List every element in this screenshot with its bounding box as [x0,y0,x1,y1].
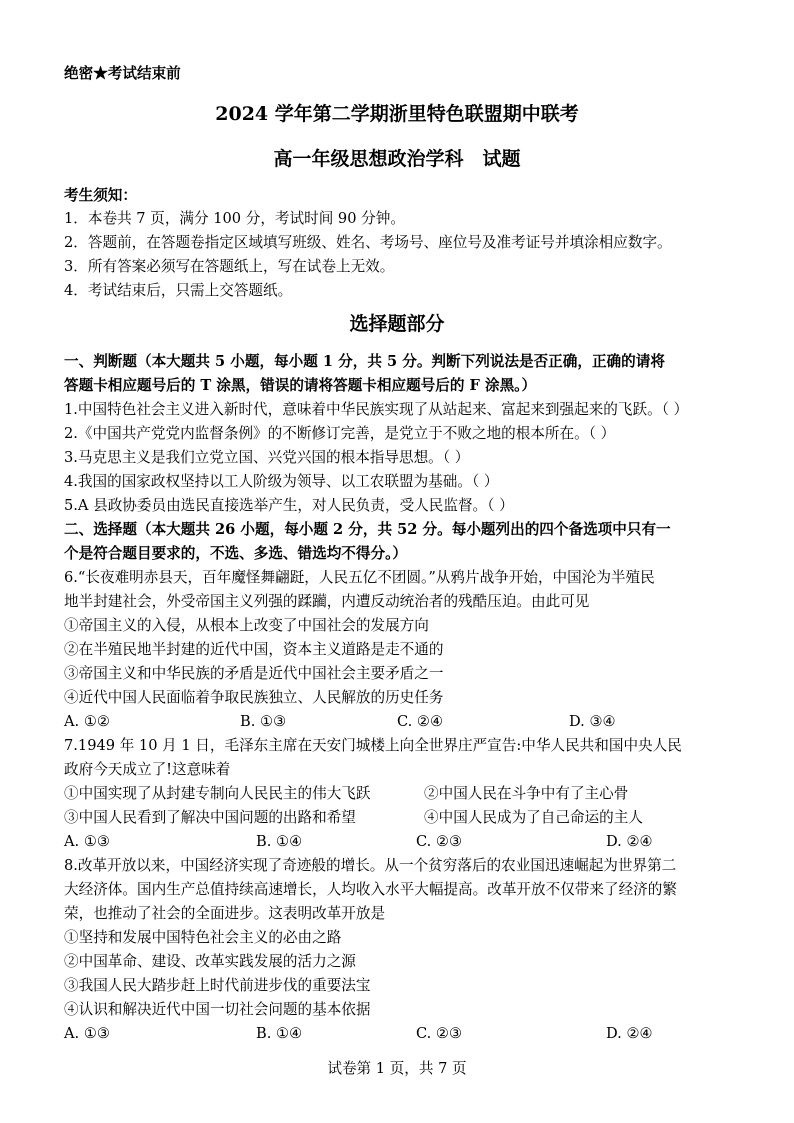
judgement-item: 1.中国特色社会主义进入新时代，意味着中华民族实现了从站起来、富起来到强起来的飞跃。（ ） [64,401,689,418]
judgement-item: 3.马克思主义是我们立党立国、兴党兴国的根本指导思想。（ ） [64,449,470,466]
q6-statement-3: ③帝国主义和中华民族的矛盾是近代中国社会主要矛盾之一 [64,665,444,682]
notice-item: 3．所有答案必须写在答题纸上，写在试卷上无效。 [64,258,395,275]
section-title: 选择题部分 [349,313,445,335]
q6-option-d: D. ③④ [569,713,616,730]
q7-statements-row2 [64,808,744,828]
q8-stem-line2: 大经济体。国内生产总值持续高速增长，人均收入水平大幅提高。改革开放不仅带来了经济的繁 [64,881,677,898]
part2-heading-line1: 二、选择题（本大题共 26 小题，每小题 2 分，共 52 分。每小题列出的四个备选项中只有一 [64,521,671,538]
q8-option-a: A. ①③ [64,1025,110,1042]
q7-stem-line2: 政府今天成立了!这意味着 [64,761,231,778]
q7-option-b: B. ①④ [256,833,303,850]
q6-options [64,712,744,732]
q8-statement-4: ④认识和解决近代中国一切社会问题的基本依据 [64,1001,371,1018]
q7-statement-2: ②中国人民在斗争中有了主心骨 [424,785,629,802]
q6-statement-4: ④近代中国人民面临着争取民族独立、人民解放的历史任务 [64,689,444,706]
q8-statement-3: ③我国人民大踏步赶上时代前进步伐的重要法宝 [64,977,371,994]
judgement-item: 4.我国的国家政权坚持以工人阶级为领导、以工农联盟为基础。（ ） [64,473,499,490]
q7-statement-1: ①中国实现了从封建专制向人民民主的伟大飞跃 [64,785,371,802]
q6-statement-2: ②在半殖民地半封建的近代中国，资本主义道路是走不通的 [64,641,444,658]
q7-options [64,832,744,852]
q8-option-c: C. ②③ [416,1025,463,1042]
part2-heading-line2: 个是符合题目要求的，不选、多选、错选均不得分。） [64,545,407,562]
q8-option-d: D. ②④ [606,1025,653,1042]
notice-heading: 考生须知： [64,187,137,204]
exam-subtitle: 高一年级思想政治学科 试题 [273,148,521,170]
q7-statements-row1 [64,784,744,804]
q8-stem-line3: 荣，也推动了社会的全面进步。这表明改革开放是 [64,905,386,922]
judgement-item: 5.A 县政协委员由选民直接选举产生，对人民负责，受人民监督。（ ） [64,497,514,514]
page-footer: 试卷第 1 页，共 7 页 [327,1060,467,1077]
q8-options [64,1024,744,1044]
judgement-item: 2.《中国共产党党内监督条例》的不断修订完善，是党立于不败之地的根本所在。（ ） [64,425,616,442]
q6-option-a: A. ①② [64,713,110,730]
q7-statement-3: ③中国人民看到了解决中国问题的出路和希望 [64,809,356,826]
q7-option-d: D. ②④ [606,833,653,850]
q6-statement-1: ①帝国主义的入侵，从根本上改变了中国社会的发展方向 [64,617,429,634]
part1-heading-line2: 答题卡相应题号后的 T 涂黑，错误的请将答题卡相应题号后的 F 涂黑。） [64,377,537,394]
q6-stem-line1: 6.“长夜难明赤县天，百年魔怪舞翩跹，人民五亿不团圆。”从鸦片战争开始，中国沦为半殖民 [64,569,655,586]
confidential-mark: 绝密★考试结束前 [64,65,181,82]
part1-heading-line1: 一、判断题（本大题共 5 小题，每小题 1 分，共 5 分。判断下列说法是否正确，正确的请将 [64,353,665,370]
q6-option-b: B. ①③ [240,713,287,730]
notice-item: 4．考试结束后，只需上交答题纸。 [64,282,293,299]
q8-option-b: B. ①④ [256,1025,303,1042]
q6-option-c: C. ②④ [397,713,444,730]
q8-statement-2: ②中国革命、建设、改革实践发展的活力之源 [64,953,356,970]
notice-item: 1．本卷共 7 页，满分 100 分，考试时间 90 分钟。 [64,210,405,227]
q7-stem-line1: 7.1949 年 10 月 1 日，毛泽东主席在天安门城楼上向全世界庄严宣告:中华人民共和国中央人民 [64,737,682,754]
q7-statement-4: ④中国人民成为了自己命运的主人 [424,809,643,826]
notice-item: 2．答题前，在答题卷指定区域填写班级、姓名、考场号、座位号及准考证号并填涂相应数字。 [64,234,672,251]
q7-option-c: C. ②③ [416,833,463,850]
q7-option-a: A. ①③ [64,833,110,850]
q8-statement-1: ①坚持和发展中国特色社会主义的必由之路 [64,929,342,946]
q8-stem-line1: 8.改革开放以来，中国经济实现了奇迹般的增长。从一个贫穷落后的农业国迅速崛起为世界第二 [64,857,677,874]
q6-stem-line2: 地半封建社会，外受帝国主义列强的蹂躏，内遭反动统治者的残酷压迫。由此可见 [64,593,590,610]
exam-title: 2024 学年第二学期浙里特色联盟期中联考 [215,103,579,125]
